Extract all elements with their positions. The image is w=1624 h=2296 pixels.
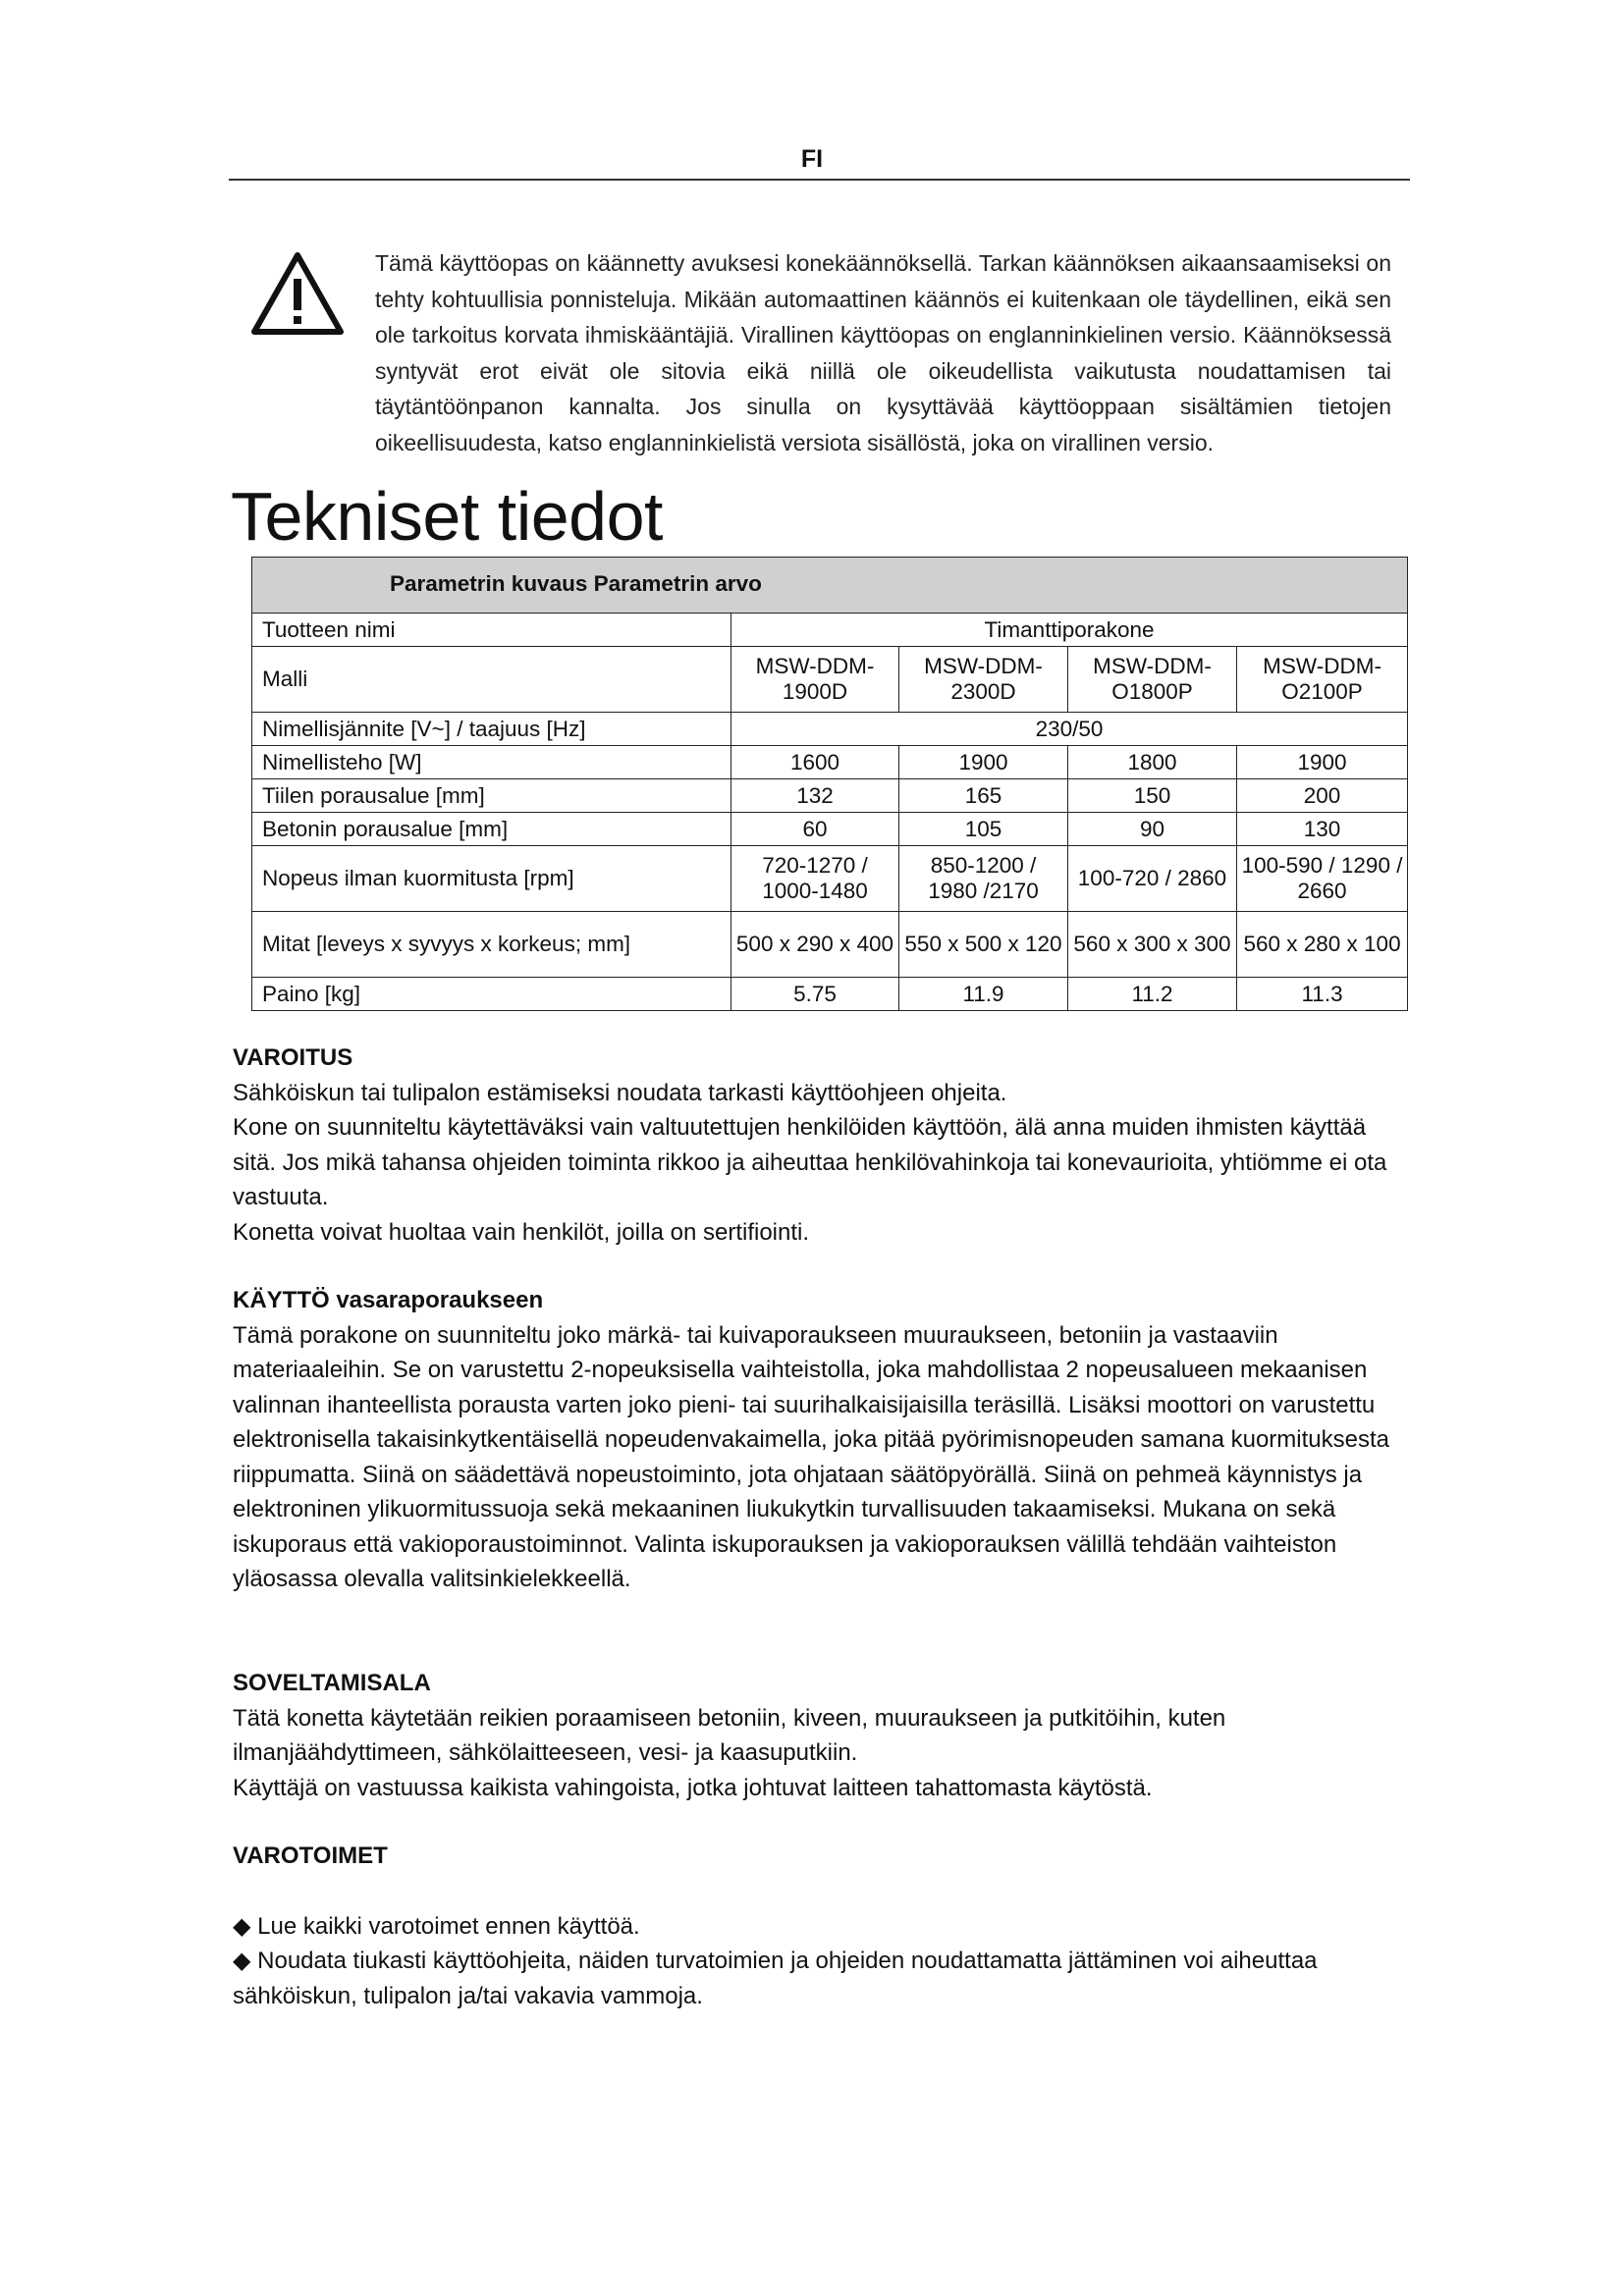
model-cell: MSW-DDM-1900D (731, 647, 899, 713)
voltage-value: 230/50 (731, 713, 1408, 746)
usage-section (233, 1283, 1401, 1597)
page-title: Tekniset tiedot (231, 478, 663, 555)
model-cell: MSW-DDM-O2100P (1237, 647, 1408, 713)
product-name-label: Tuotteen nimi (252, 614, 731, 647)
scope-section (233, 1666, 1401, 1805)
usage-text: Tämä porakone on suunniteltu joko märkä- tai kuivaporaukseen muuraukseen, betoniin ja vastaaviin materiaaleihin. Se on varustettu 2-nopeuksisella vaihteistolla, joka mahdollistaa 2 nopeusalueen mekaanisen valinnan ihanteellista porausta varten joko pieni- tai suurihalkaisijaisilla teräsillä. Lisäksi moottori on varustettu elektronisella takaisinkytkentäisellä nopeudenvakaimella, joka pitää pyörimisnopeuden samana kuormituksesta riippumatta. Siinä on säädettävä nopeustoiminto, jota ohjataan säätöpyörällä. Siinä on pehmeä käynnistys ja elektroninen ylikuormitussuoja sekä mekaaninen liukukytkin turvallisuuden takaamiseksi. Mukana on sekä iskuporaus että vakioporaustoiminnot. Valinta iskuporauksen ja vakioporauksen välillä tehdään vaihteiston yläosassa olevalla valitsinkielekkeellä. (233, 1321, 1389, 1592)
spec-cell: 1900 (1237, 746, 1408, 779)
warning-triangle-icon (250, 251, 345, 336)
spec-cell: 11.3 (1237, 978, 1408, 1011)
spec-cell: 550 x 500 x 120 (899, 912, 1068, 978)
warning-heading: VAROITUS (233, 1044, 353, 1071)
spec-cell: 90 (1068, 813, 1237, 846)
voltage-label: Nimellisjännite [V~] / taajuus [Hz] (252, 713, 731, 746)
spec-row-label: Betonin porausalue [mm] (252, 813, 731, 846)
spec-cell: 720-1270 / 1000-1480 (731, 846, 899, 912)
spec-cell: 560 x 300 x 300 (1068, 912, 1237, 978)
scope-line: Käyttäjä on vastuussa kaikista vahingoista, jotka johtuvat laitteen tahattomasta käytöstä. (233, 1774, 1153, 1801)
spec-cell: 60 (731, 813, 899, 846)
warning-line: Sähköiskun tai tulipalon estämiseksi noudata tarkasti käyttöohjeen ohjeita. (233, 1079, 1007, 1106)
spec-cell: 850-1200 / 1980 /2170 (899, 846, 1068, 912)
spec-row-label: Mitat [leveys x syvyys x korkeus; mm] (252, 912, 731, 978)
language-code: FI (800, 145, 824, 173)
spec-row-label: Nopeus ilman kuormitusta [rpm] (252, 846, 731, 912)
spec-cell: 165 (899, 779, 1068, 813)
warning-line: Konetta voivat huoltaa vain henkilöt, joilla on sertifiointi. (233, 1218, 810, 1246)
header-rule (229, 179, 1410, 181)
spec-cell: 105 (899, 813, 1068, 846)
warning-line: Kone on suunniteltu käytettäväksi vain valtuutettujen henkilöiden käyttöön, älä anna muiden ihmisten käyttää sitä. Jos mikä tahansa ohjeiden toiminta rikkoo ja aiheuttaa henkilövahinkoja tai konevaurioita, yhtiömme ei ota vastuuta. (233, 1114, 1387, 1210)
disclaimer-text: Tämä käyttöopas on käännetty avuksesi konekäännöksellä. Tarkan käännöksen aikaansaamiseksi on tehty kohtuullisia ponnisteluja. Mikään automaattinen käännös ei kuitenkaan ole täydellinen, eikä sen ole tarkoitus korvata ihmiskääntäjiä. Virallinen käyttöopas on englanninkielinen versio. Käännöksessä syntyvät erot eivät ole sitovia eikä niillä ole oikeudellista vaikutusta noudattamisen tai täytäntöönpanon kannalta. Jos sinulla on kysyttävää käyttöoppaan sisältämien tietojen oikeellisuudesta, katso englanninkielistä versiota sisällöstä, joka on virallinen versio. (375, 250, 1391, 455)
spec-cell: 100-590 / 1290 / 2660 (1237, 846, 1408, 912)
spec-cell: 560 x 280 x 100 (1237, 912, 1408, 978)
diamond-bullet-icon: ◆ (233, 1948, 251, 1974)
specs-table (251, 557, 1408, 1011)
product-name-value: Timanttiporakone (731, 614, 1408, 647)
spec-row-label: Paino [kg] (252, 978, 731, 1011)
precaution-item: ◆ Noudata tiukasti käyttöohjeita, näiden turvatoimien ja ohjeiden noudattamatta jättäminen voi aiheuttaa sähköiskun, tulipalon ja/tai vakavia vammoja. (233, 1948, 1318, 2009)
scope-line: Tätä konetta käytetään reikien poraamiseen betoniin, kiveen, muuraukseen ja putkitöihin, kuten ilmanjäähdyttimeen, sähkölaitteeseen, vesi- ja kaasuputkiin. (233, 1704, 1226, 1766)
spec-cell: 11.9 (899, 978, 1068, 1011)
precautions-section (233, 1839, 1401, 2013)
usage-heading: KÄYTTÖ vasaraporaukseen (233, 1287, 544, 1313)
specs-header-label: Parametrin kuvaus Parametrin arvo (390, 571, 762, 596)
spec-cell: 1600 (731, 746, 899, 779)
spec-cell: 1800 (1068, 746, 1237, 779)
precaution-item: ◆ Lue kaikki varotoimet ennen käyttöä. (233, 1912, 640, 1940)
spec-cell: 11.2 (1068, 978, 1237, 1011)
model-label: Malli (252, 647, 731, 713)
diamond-bullet-icon: ◆ (233, 1912, 251, 1940)
warning-section (233, 1041, 1401, 1250)
spec-cell: 130 (1237, 813, 1408, 846)
specs-table-header (252, 558, 1408, 614)
spec-cell: 200 (1237, 779, 1408, 813)
spec-cell: 132 (731, 779, 899, 813)
model-cell: MSW-DDM-O1800P (1068, 647, 1237, 713)
spec-cell: 5.75 (731, 978, 899, 1011)
spec-cell: 100-720 / 2860 (1068, 846, 1237, 912)
spec-row-label: Nimellisteho [W] (252, 746, 731, 779)
spec-cell: 500 x 290 x 400 (731, 912, 899, 978)
model-cell: MSW-DDM-2300D (899, 647, 1068, 713)
spec-row-label: Tiilen porausalue [mm] (252, 779, 731, 813)
spec-cell: 1900 (899, 746, 1068, 779)
spec-cell: 150 (1068, 779, 1237, 813)
scope-heading: SOVELTAMISALA (233, 1670, 431, 1696)
precautions-heading: VAROTOIMET (233, 1842, 388, 1869)
